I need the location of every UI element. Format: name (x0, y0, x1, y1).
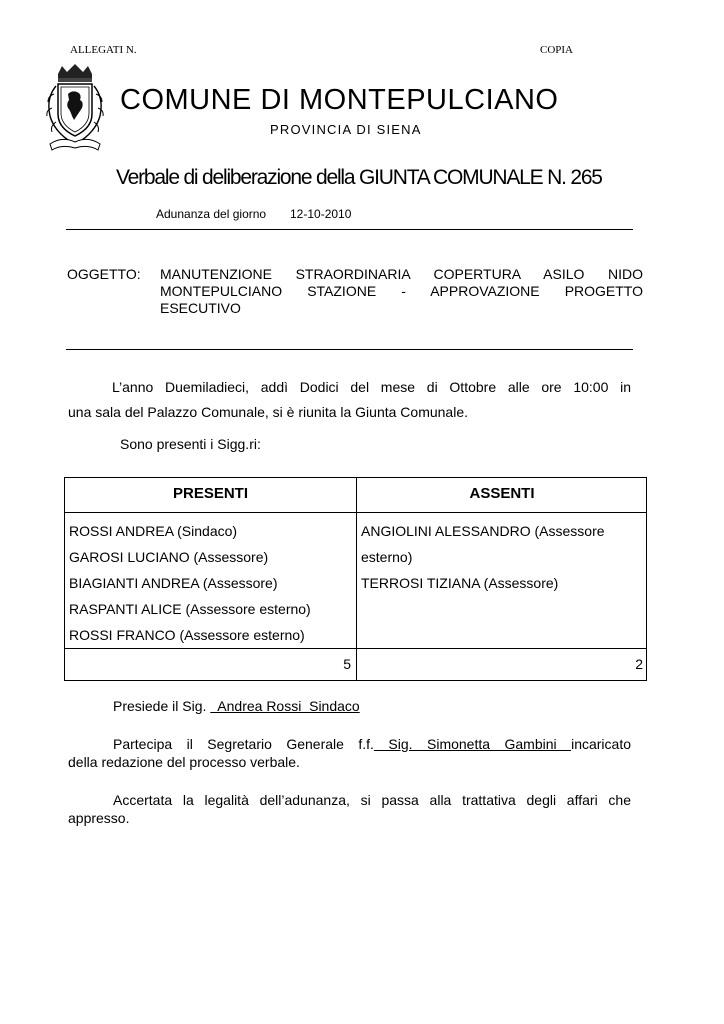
legality-line: appresso. (68, 810, 130, 826)
list-item: BIAGIANTI ANDREA (Assessore) (69, 575, 278, 591)
absent-list (361, 518, 645, 596)
legality-paragraph (68, 791, 631, 827)
present-count: 5 (343, 656, 351, 672)
document-title: Verbale di deliberazione della GIUNTA COMUNALE N. 265 (116, 166, 602, 189)
subject-line: ESECUTIVO (160, 300, 241, 316)
list-item: TERROSI TIZIANA (Assessore) (361, 575, 559, 591)
intro-line: una sala del Palazzo Comunale, si è riunita la Giunta Comunale. (68, 404, 469, 420)
subject-line: MONTEPULCIANO STAZIONE - APPROVAZIONE PROGETTO (160, 283, 643, 299)
present-header: PRESENTI (172, 485, 248, 502)
table-header-divider (65, 512, 646, 513)
municipality-name: COMUNE DI MONTEPULCIANO (120, 84, 559, 116)
secretary-paragraph (68, 735, 631, 771)
absent-count: 2 (635, 656, 643, 672)
meeting-date-label: Adunanza del giorno (156, 207, 267, 221)
chairman-name: Andrea Rossi Sindaco (210, 698, 360, 714)
present-list (69, 518, 355, 648)
allegati-label: ALLEGATI N. (70, 44, 137, 56)
province-name: PROVINCIA DI SIENA (270, 122, 422, 137)
subject-text (160, 266, 643, 317)
subject-line: MANUTENZIONE STRAORDINARIA COPERTURA ASILO NIDO (160, 266, 643, 282)
list-item: ROSSI FRANCO (Assessore esterno) (69, 627, 305, 643)
secretary-line: della redazione del processo verbale. (68, 754, 300, 770)
chairman-prefix: Presiede il Sig. (113, 698, 207, 714)
chairman-line (113, 698, 360, 714)
divider-bottom (66, 349, 633, 350)
divider-top (66, 229, 633, 230)
table-footer-divider (65, 648, 646, 649)
subject-label: OGGETTO: (67, 266, 141, 282)
list-item: esterno) (361, 549, 413, 565)
intro-paragraph (68, 375, 631, 425)
legality-line: Accertata la legalità dell’adunanza, si passa alla trattativa degli affari che (113, 792, 631, 808)
absent-header: ASSENTI (469, 485, 535, 502)
secretary-name: Sig. Simonetta Gambini (373, 736, 572, 752)
copia-label: COPIA (540, 44, 574, 56)
attendance-table (64, 477, 647, 681)
secretary-prefix: Partecipa il Segretario Generale f.f. (113, 736, 374, 752)
list-item: ROSSI ANDREA (Sindaco) (69, 523, 238, 539)
intro-line: L’anno Duemiladieci, addì Dodici del mese di Ottobre alle ore 10:00 in (112, 379, 631, 395)
list-item: GAROSI LUCIANO (Assessore) (69, 549, 269, 565)
coat-of-arms-icon (44, 64, 106, 152)
table-column-divider (356, 478, 357, 680)
secretary-line (68, 735, 631, 753)
meeting-date: 12-10-2010 (290, 207, 352, 221)
list-item: RASPANTI ALICE (Assessore esterno) (69, 601, 311, 617)
list-item: ANGIOLINI ALESSANDRO (Assessore (361, 523, 605, 539)
present-members-intro: Sono presenti i Sigg.ri: (120, 436, 261, 452)
secretary-suffix: incaricato (571, 736, 631, 752)
